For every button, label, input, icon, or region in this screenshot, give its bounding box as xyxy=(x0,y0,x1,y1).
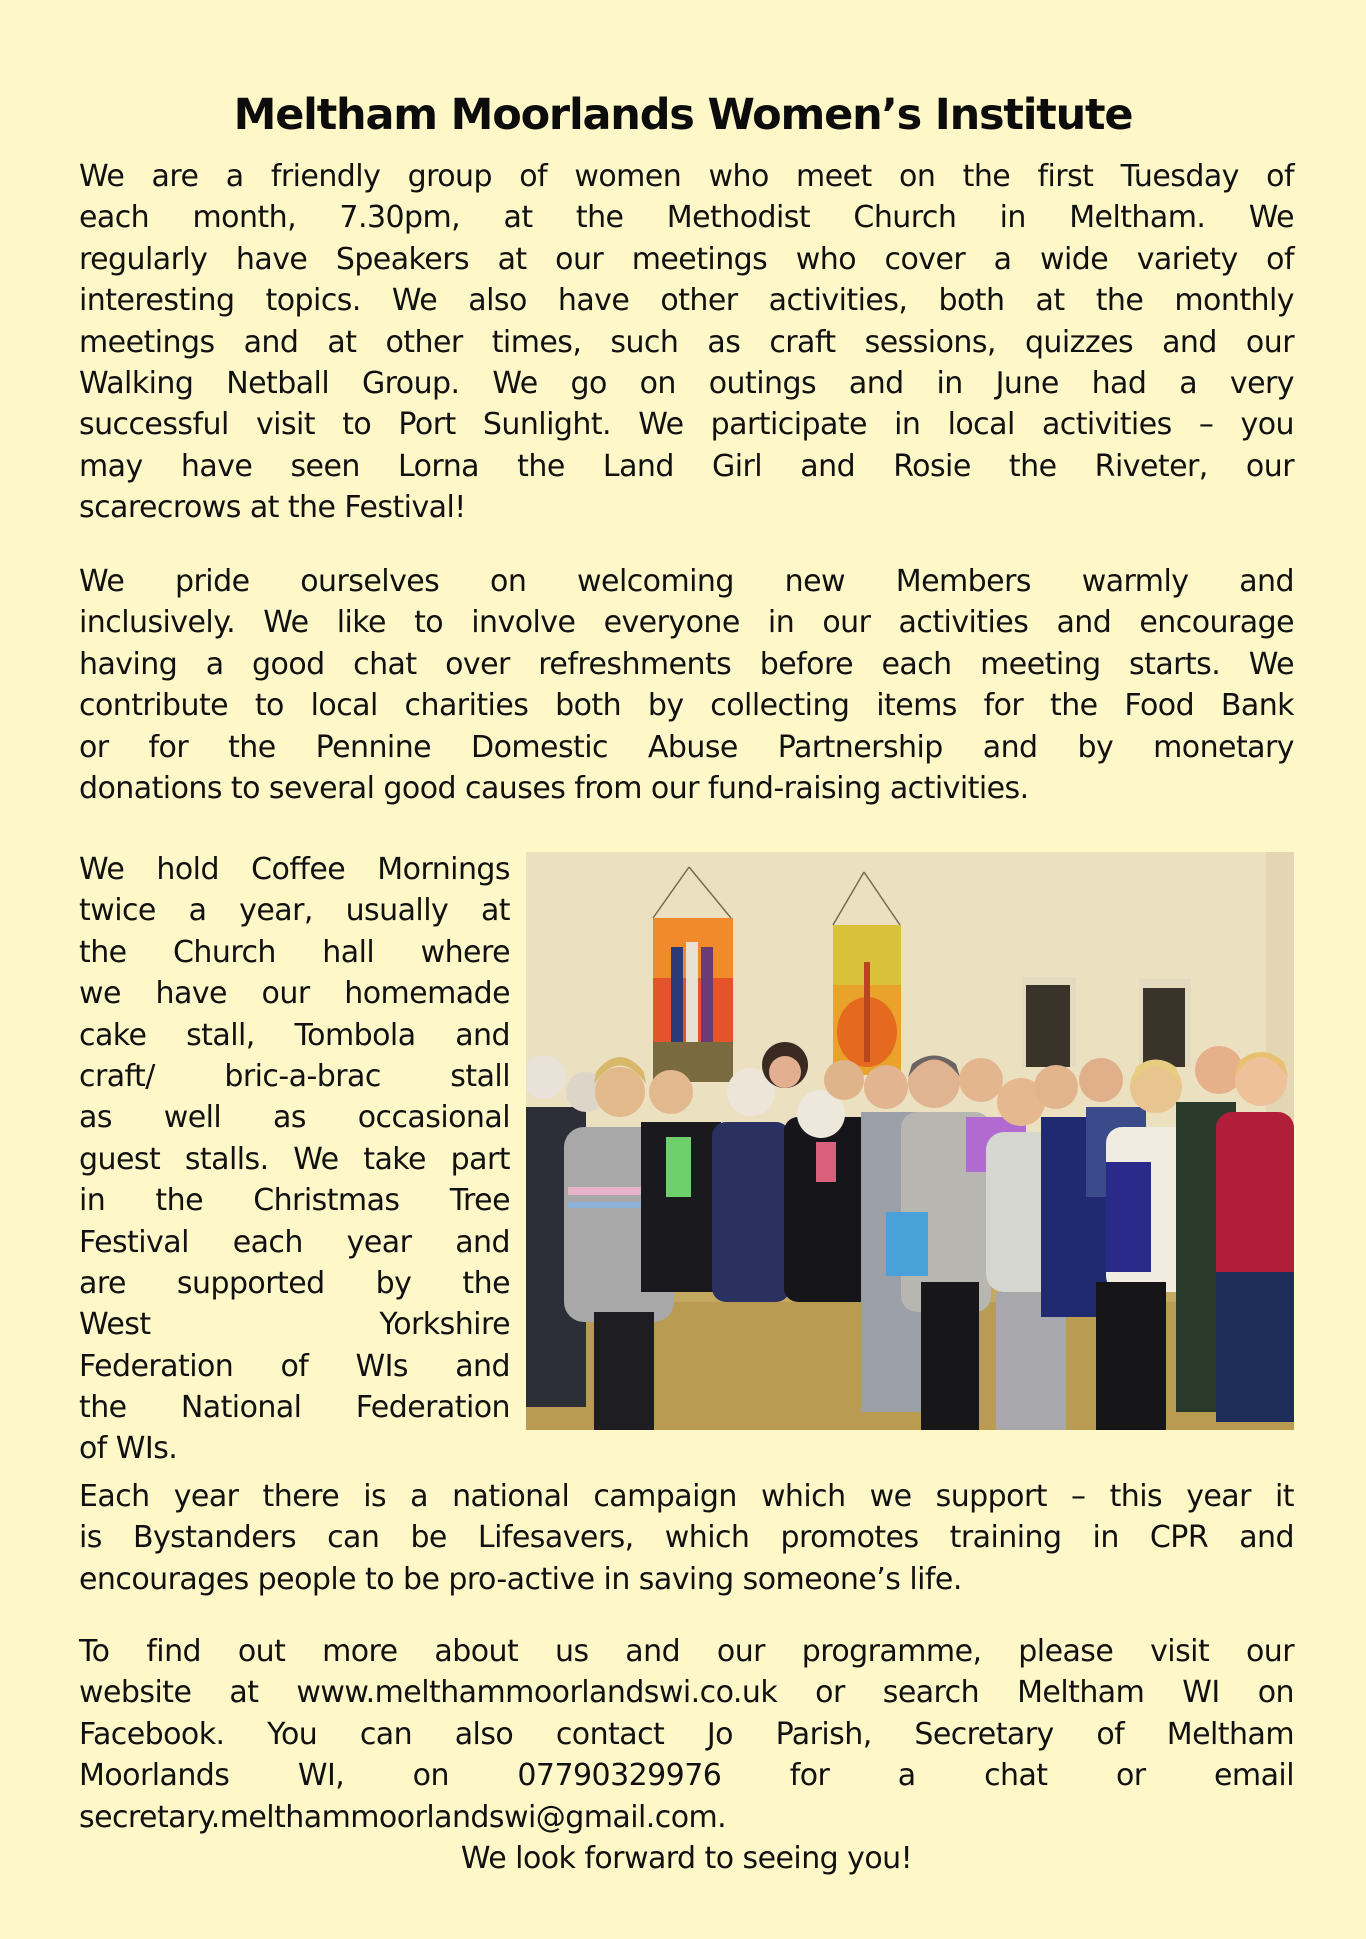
text-line: We are a friendly group of women who meet on the first Tuesday of xyxy=(79,159,1294,194)
phone-line: Moorlands WI, on 07790329976 for a chat or email xyxy=(79,1758,1294,1794)
text-line: may have seen Lorna the Land Girl and Rosie the Riveter, our xyxy=(79,448,1294,484)
text-line: cake stall, Tombola and xyxy=(79,1017,510,1053)
text-line: Each year there is a national campaign which we support – this year it xyxy=(79,1479,1294,1514)
text-line: Walking Netball Group. We go on outings and in June had a very xyxy=(79,365,1294,401)
group-photo-illustration xyxy=(526,852,1294,1430)
campaign-paragraph xyxy=(79,1476,1294,1600)
text-line: successful visit to Port Sunlight. We participate in local activities – you xyxy=(79,407,1294,443)
text-line: interesting topics. We also have other activities, both at the monthly xyxy=(79,283,1294,319)
text-line: encourages people to be pro-active in saving someone’s life. xyxy=(79,1561,962,1597)
text-line: as well as occasional xyxy=(79,1100,510,1136)
text-line: meetings and at other times, such as craft sessions, quizzes and our xyxy=(79,324,1294,360)
text-line: of WIs. xyxy=(79,1431,178,1467)
text-line: regularly have Speakers at our meetings who cover a wide variety of xyxy=(79,241,1294,277)
text-line: To find out more about us and our programme, please visit our xyxy=(79,1634,1294,1669)
text-line: the National Federation xyxy=(79,1390,510,1426)
text-line: craft/ bric-a-brac stall xyxy=(79,1058,510,1094)
text-line: Federation of WIs and xyxy=(79,1348,510,1384)
page-title: Meltham Moorlands Women’s Institute xyxy=(233,89,1133,140)
text-line: is Bystanders can be Lifesavers, which promotes training in CPR and xyxy=(79,1520,1294,1556)
text-line: Festival each year and xyxy=(79,1224,510,1260)
text-line: in the Christmas Tree xyxy=(79,1183,510,1219)
text-line: Facebook. You can also contact Jo Parish, Secretary of Meltham xyxy=(79,1716,1294,1752)
welcome-paragraph xyxy=(79,561,1294,809)
text-line: West Yorkshire xyxy=(79,1307,510,1343)
text-line: each month, 7.30pm, at the Methodist Church in Meltham. We xyxy=(79,200,1294,236)
email-line: secretary.melthammoorlandswi@gmail.com. xyxy=(79,1799,727,1835)
text-line: we have our homemade xyxy=(79,976,510,1012)
text-line: are supported by the xyxy=(79,1265,510,1301)
text-line: scarecrows at the Festival! xyxy=(79,490,466,526)
intro-paragraph xyxy=(79,156,1294,529)
text-line: having a good chat over refreshments before each meeting starts. We xyxy=(79,646,1294,682)
closing-line: We look forward to seeing you! xyxy=(460,1840,913,1876)
coffee-mornings-paragraph xyxy=(79,849,510,1470)
text-line: donations to several good causes from our fund-raising activities. xyxy=(79,770,1029,806)
website-line: website at www.melthammoorlandswi.co.uk or search Meltham WI on xyxy=(79,1675,1294,1711)
text-line: inclusively. We like to involve everyone in our activities and encourage xyxy=(79,605,1294,641)
text-line: guest stalls. We take part xyxy=(79,1141,510,1177)
text-line: We hold Coffee Mornings xyxy=(79,852,510,887)
contact-paragraph xyxy=(79,1631,1294,1879)
text-line: twice a year, usually at xyxy=(79,893,510,929)
text-line: We pride ourselves on welcoming new Members warmly and xyxy=(79,564,1294,599)
group-photo xyxy=(526,852,1294,1430)
text-line: contribute to local charities both by collecting items for the Food Bank xyxy=(79,688,1294,724)
text-line: or for the Pennine Domestic Abuse Partnership and by monetary xyxy=(79,729,1294,765)
text-line: the Church hall where xyxy=(79,934,510,970)
